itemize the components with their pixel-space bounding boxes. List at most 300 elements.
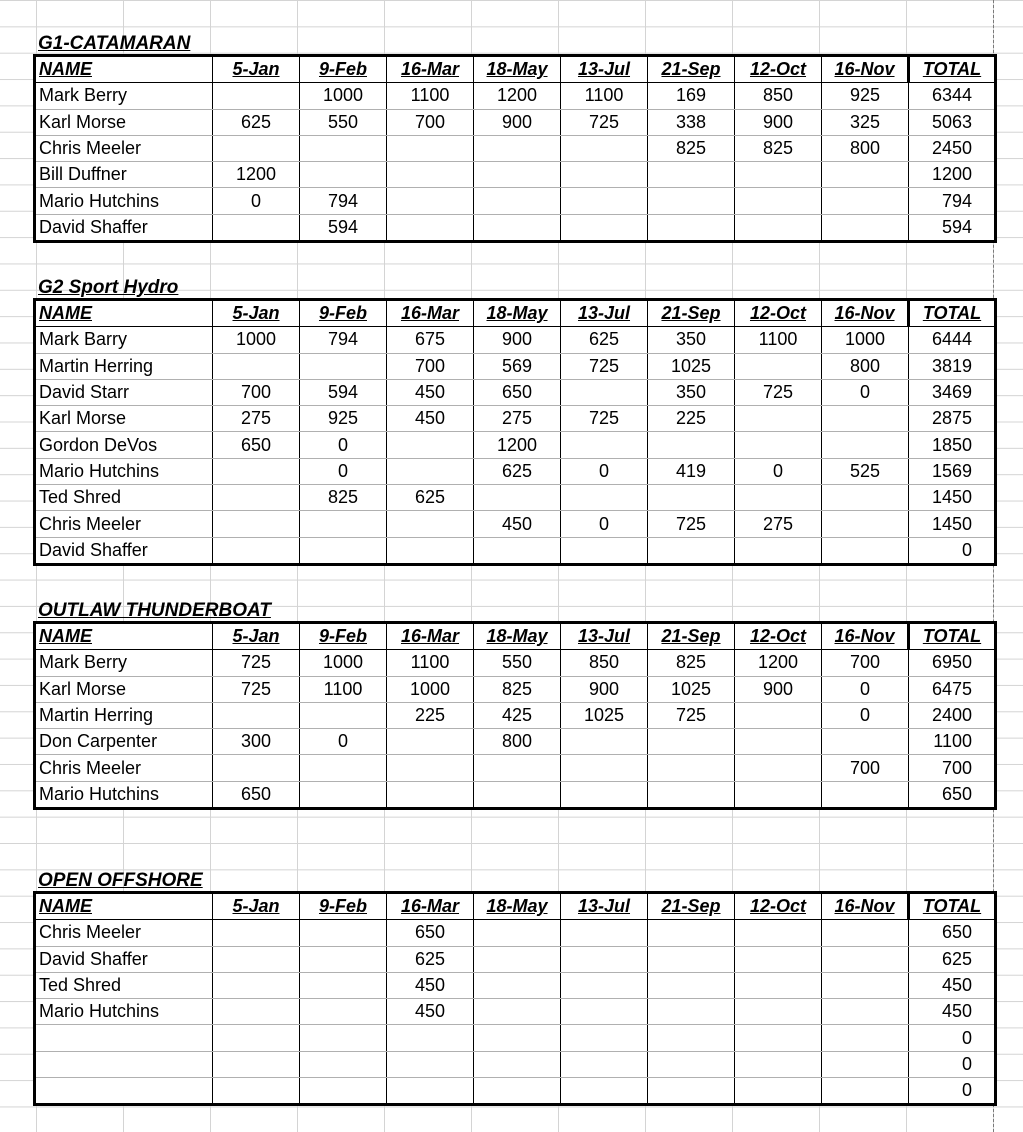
cell-points[interactable]: 450: [387, 972, 474, 998]
cell-points[interactable]: [213, 755, 300, 781]
cell-points[interactable]: [474, 135, 561, 161]
cell-points[interactable]: [213, 702, 300, 728]
cell-points[interactable]: 725: [213, 676, 300, 702]
cell-points[interactable]: [474, 162, 561, 188]
cell-total[interactable]: 1450: [909, 511, 996, 537]
cell-points[interactable]: [648, 755, 735, 781]
cell-points[interactable]: 0: [300, 458, 387, 484]
cell-total[interactable]: 2450: [909, 135, 996, 161]
cell-points[interactable]: 900: [474, 109, 561, 135]
cell-points[interactable]: [474, 972, 561, 998]
cell-name[interactable]: [35, 1078, 213, 1105]
cell-points[interactable]: 1025: [561, 702, 648, 728]
cell-points[interactable]: 850: [561, 650, 648, 676]
cell-points[interactable]: [474, 537, 561, 564]
table-row: [35, 485, 996, 511]
cell-points[interactable]: [387, 162, 474, 188]
table-row: [35, 1025, 996, 1051]
cell-name[interactable]: Ted Shred: [35, 972, 213, 998]
cell-points[interactable]: 1025: [648, 353, 735, 379]
cell-points[interactable]: 450: [387, 379, 474, 405]
cell-points[interactable]: [648, 432, 735, 458]
cell-name[interactable]: Chris Meeler: [35, 755, 213, 781]
cell-points[interactable]: 650: [387, 920, 474, 946]
cell-points[interactable]: [300, 511, 387, 537]
cell-points[interactable]: 800: [822, 135, 909, 161]
cell-points[interactable]: [648, 1051, 735, 1077]
cell-points[interactable]: [822, 537, 909, 564]
cell-points[interactable]: [213, 511, 300, 537]
cell-points[interactable]: 800: [474, 729, 561, 755]
cell-points[interactable]: 0: [822, 379, 909, 405]
cell-points[interactable]: 725: [648, 511, 735, 537]
cell-points[interactable]: 825: [474, 676, 561, 702]
cell-points[interactable]: 225: [387, 702, 474, 728]
cell-points[interactable]: [735, 406, 822, 432]
cell-points[interactable]: [648, 729, 735, 755]
cell-points[interactable]: [822, 729, 909, 755]
cell-name[interactable]: Mark Berry: [35, 83, 213, 109]
cell-name[interactable]: Karl Morse: [35, 676, 213, 702]
cell-points[interactable]: [300, 972, 387, 998]
cell-points[interactable]: 325: [822, 109, 909, 135]
cell-points[interactable]: [213, 999, 300, 1025]
cell-points[interactable]: 1000: [300, 650, 387, 676]
cell-points[interactable]: 794: [300, 327, 387, 353]
cell-points[interactable]: 1000: [213, 327, 300, 353]
cell-points[interactable]: 700: [387, 109, 474, 135]
cell-points[interactable]: 725: [213, 650, 300, 676]
cell-points[interactable]: 0: [822, 702, 909, 728]
cell-total[interactable]: 6344: [909, 83, 996, 109]
cell-points[interactable]: 825: [300, 485, 387, 511]
cell-points[interactable]: 569: [474, 353, 561, 379]
cell-points[interactable]: 650: [213, 432, 300, 458]
cell-points[interactable]: 900: [474, 327, 561, 353]
cell-points[interactable]: [300, 702, 387, 728]
cell-points[interactable]: [474, 755, 561, 781]
column-header-total: TOTAL: [909, 623, 996, 650]
cell-points[interactable]: [648, 781, 735, 808]
cell-points[interactable]: [300, 946, 387, 972]
cell-points[interactable]: 794: [300, 188, 387, 214]
cell-points[interactable]: [648, 188, 735, 214]
cell-points[interactable]: 350: [648, 379, 735, 405]
cell-points[interactable]: [387, 1078, 474, 1105]
table-row: [35, 135, 996, 161]
cell-points[interactable]: 625: [213, 109, 300, 135]
cell-points[interactable]: [735, 537, 822, 564]
cell-total[interactable]: 6475: [909, 676, 996, 702]
cell-points[interactable]: 700: [822, 755, 909, 781]
cell-points[interactable]: [735, 999, 822, 1025]
cell-points[interactable]: 625: [474, 458, 561, 484]
cell-total[interactable]: 1450: [909, 485, 996, 511]
cell-points[interactable]: [735, 1051, 822, 1077]
cell-total[interactable]: 0: [909, 1078, 996, 1105]
cell-points[interactable]: 850: [735, 83, 822, 109]
cell-points[interactable]: [561, 1051, 648, 1077]
cell-points[interactable]: 0: [735, 458, 822, 484]
cell-points[interactable]: [213, 920, 300, 946]
column-header-date: 12-Oct: [735, 623, 822, 650]
cell-points[interactable]: [300, 1051, 387, 1077]
cell-points[interactable]: [648, 162, 735, 188]
cell-points[interactable]: [561, 162, 648, 188]
cell-points[interactable]: 0: [561, 458, 648, 484]
cell-points[interactable]: [300, 537, 387, 564]
cell-points[interactable]: [474, 781, 561, 808]
table-row: [35, 729, 996, 755]
cell-points[interactable]: 650: [474, 379, 561, 405]
cell-points[interactable]: [561, 781, 648, 808]
cell-total[interactable]: 2875: [909, 406, 996, 432]
cell-name[interactable]: David Shaffer: [35, 214, 213, 241]
cell-points[interactable]: 225: [648, 406, 735, 432]
cell-points[interactable]: [474, 1025, 561, 1051]
section-title: OUTLAW THUNDERBOAT: [38, 600, 271, 621]
cell-points[interactable]: 550: [474, 650, 561, 676]
cell-name[interactable]: Chris Meeler: [35, 511, 213, 537]
cell-points[interactable]: [300, 999, 387, 1025]
cell-points[interactable]: [561, 729, 648, 755]
cell-total[interactable]: 1200: [909, 162, 996, 188]
cell-total[interactable]: 700: [909, 755, 996, 781]
cell-points[interactable]: 275: [474, 406, 561, 432]
cell-points[interactable]: 725: [561, 353, 648, 379]
cell-points[interactable]: [213, 353, 300, 379]
cell-points[interactable]: [735, 353, 822, 379]
cell-points[interactable]: 0: [300, 432, 387, 458]
table-row: [35, 781, 996, 808]
cell-points[interactable]: 625: [387, 485, 474, 511]
cell-points[interactable]: 625: [561, 327, 648, 353]
cell-points[interactable]: [300, 1025, 387, 1051]
cell-points[interactable]: [300, 1078, 387, 1105]
cell-points[interactable]: 1100: [300, 676, 387, 702]
cell-name[interactable]: [35, 1051, 213, 1077]
cell-points[interactable]: 925: [300, 406, 387, 432]
cell-total[interactable]: 6444: [909, 327, 996, 353]
table-row: [35, 650, 996, 676]
cell-points[interactable]: [735, 432, 822, 458]
cell-points[interactable]: 338: [648, 109, 735, 135]
cell-points[interactable]: [735, 1025, 822, 1051]
cell-points[interactable]: [474, 485, 561, 511]
cell-points[interactable]: [648, 537, 735, 564]
cell-points[interactable]: [300, 755, 387, 781]
cell-points[interactable]: 800: [822, 353, 909, 379]
cell-points[interactable]: [735, 946, 822, 972]
cell-total[interactable]: 0: [909, 1051, 996, 1077]
cell-total[interactable]: 5063: [909, 109, 996, 135]
cell-points[interactable]: 725: [561, 406, 648, 432]
cell-points[interactable]: 450: [474, 511, 561, 537]
cell-points[interactable]: [822, 920, 909, 946]
cell-points[interactable]: [561, 485, 648, 511]
cell-points[interactable]: 550: [300, 109, 387, 135]
cell-points[interactable]: [735, 702, 822, 728]
column-header-date: 9-Feb: [300, 300, 387, 327]
cell-total[interactable]: 6950: [909, 650, 996, 676]
cell-total[interactable]: 650: [909, 781, 996, 808]
cell-points[interactable]: [648, 214, 735, 241]
cell-points[interactable]: [648, 946, 735, 972]
cell-points[interactable]: 675: [387, 327, 474, 353]
cell-points[interactable]: [387, 458, 474, 484]
cell-points[interactable]: [822, 1051, 909, 1077]
cell-name[interactable]: [35, 1025, 213, 1051]
cell-points[interactable]: [561, 432, 648, 458]
cell-points[interactable]: [822, 999, 909, 1025]
cell-points[interactable]: [561, 999, 648, 1025]
cell-points[interactable]: [735, 162, 822, 188]
cell-points[interactable]: 700: [822, 650, 909, 676]
cell-points[interactable]: 625: [387, 946, 474, 972]
cell-points[interactable]: [648, 485, 735, 511]
column-header-date: 16-Mar: [387, 56, 474, 83]
cell-points[interactable]: 900: [735, 676, 822, 702]
cell-points[interactable]: 169: [648, 83, 735, 109]
cell-points[interactable]: [213, 972, 300, 998]
cell-total[interactable]: 450: [909, 972, 996, 998]
cell-points[interactable]: [387, 1051, 474, 1077]
cell-points[interactable]: [300, 781, 387, 808]
cell-points[interactable]: [213, 1025, 300, 1051]
cell-points[interactable]: [561, 946, 648, 972]
cell-points[interactable]: [387, 1025, 474, 1051]
cell-points[interactable]: [822, 485, 909, 511]
cell-points[interactable]: [561, 379, 648, 405]
cell-points[interactable]: [474, 1051, 561, 1077]
cell-name[interactable]: Mario Hutchins: [35, 188, 213, 214]
cell-name[interactable]: Chris Meeler: [35, 135, 213, 161]
cell-points[interactable]: 650: [213, 781, 300, 808]
cell-points[interactable]: [648, 999, 735, 1025]
cell-points[interactable]: 350: [648, 327, 735, 353]
table-row: [35, 755, 996, 781]
cell-points[interactable]: [387, 135, 474, 161]
cell-points[interactable]: [213, 1051, 300, 1077]
cell-points[interactable]: 1100: [561, 83, 648, 109]
cell-total[interactable]: 650: [909, 920, 996, 946]
cell-points[interactable]: [213, 458, 300, 484]
cell-name[interactable]: Chris Meeler: [35, 920, 213, 946]
cell-points[interactable]: [735, 920, 822, 946]
cell-points[interactable]: [474, 188, 561, 214]
cell-points[interactable]: [474, 920, 561, 946]
cell-points[interactable]: [735, 729, 822, 755]
cell-name[interactable]: Mark Barry: [35, 327, 213, 353]
column-header-date: 9-Feb: [300, 893, 387, 920]
cell-points[interactable]: 1100: [387, 83, 474, 109]
cell-points[interactable]: [735, 188, 822, 214]
table-row: [35, 1051, 996, 1077]
cell-points[interactable]: 525: [822, 458, 909, 484]
cell-name[interactable]: David Shaffer: [35, 946, 213, 972]
cell-points[interactable]: 1000: [300, 83, 387, 109]
cell-points[interactable]: [648, 972, 735, 998]
cell-name[interactable]: Karl Morse: [35, 406, 213, 432]
cell-total[interactable]: 1100: [909, 729, 996, 755]
cell-total[interactable]: 3469: [909, 379, 996, 405]
cell-points[interactable]: 725: [735, 379, 822, 405]
cell-points[interactable]: 1025: [648, 676, 735, 702]
cell-points[interactable]: [735, 214, 822, 241]
cell-points[interactable]: 275: [735, 511, 822, 537]
cell-points[interactable]: 900: [735, 109, 822, 135]
cell-points[interactable]: 0: [300, 729, 387, 755]
cell-points[interactable]: [213, 1078, 300, 1105]
cell-points[interactable]: [300, 135, 387, 161]
cell-points[interactable]: [213, 83, 300, 109]
table-row: [35, 676, 996, 702]
cell-points[interactable]: [561, 1025, 648, 1051]
column-header-date: 9-Feb: [300, 623, 387, 650]
cell-total[interactable]: 1569: [909, 458, 996, 484]
cell-points[interactable]: [474, 214, 561, 241]
cell-points[interactable]: [213, 537, 300, 564]
cell-points[interactable]: [561, 188, 648, 214]
cell-points[interactable]: 1200: [213, 162, 300, 188]
column-header-date: 12-Oct: [735, 893, 822, 920]
cell-points[interactable]: [648, 1025, 735, 1051]
cell-points[interactable]: 725: [561, 109, 648, 135]
cell-points[interactable]: [387, 729, 474, 755]
cell-points[interactable]: [822, 188, 909, 214]
cell-name[interactable]: Don Carpenter: [35, 729, 213, 755]
cell-points[interactable]: [474, 999, 561, 1025]
cell-points[interactable]: 825: [648, 135, 735, 161]
cell-points[interactable]: [735, 755, 822, 781]
cell-points[interactable]: [387, 432, 474, 458]
cell-points[interactable]: [648, 1078, 735, 1105]
cell-total[interactable]: 594: [909, 214, 996, 241]
cell-points[interactable]: [300, 920, 387, 946]
cell-points[interactable]: 1000: [387, 676, 474, 702]
cell-points[interactable]: 1200: [474, 432, 561, 458]
cell-points[interactable]: [387, 188, 474, 214]
cell-points[interactable]: [735, 1078, 822, 1105]
cell-points[interactable]: [822, 406, 909, 432]
cell-points[interactable]: [561, 537, 648, 564]
cell-points[interactable]: [561, 214, 648, 241]
cell-name[interactable]: Gordon DeVos: [35, 432, 213, 458]
cell-points[interactable]: [561, 920, 648, 946]
cell-points[interactable]: [300, 353, 387, 379]
cell-points[interactable]: [561, 755, 648, 781]
cell-total[interactable]: 794: [909, 188, 996, 214]
cell-total[interactable]: 3819: [909, 353, 996, 379]
cell-total[interactable]: 2400: [909, 702, 996, 728]
cell-points[interactable]: [822, 511, 909, 537]
cell-points[interactable]: 1200: [735, 650, 822, 676]
cell-points[interactable]: 300: [213, 729, 300, 755]
cell-total[interactable]: 1850: [909, 432, 996, 458]
cell-points[interactable]: [822, 162, 909, 188]
cell-total[interactable]: 0: [909, 537, 996, 564]
cell-total[interactable]: 0: [909, 1025, 996, 1051]
cell-points[interactable]: [387, 781, 474, 808]
cell-points[interactable]: 450: [387, 999, 474, 1025]
cell-points[interactable]: 425: [474, 702, 561, 728]
cell-points[interactable]: 1200: [474, 83, 561, 109]
cell-points[interactable]: 1000: [822, 327, 909, 353]
cell-points[interactable]: [387, 755, 474, 781]
cell-points[interactable]: 450: [387, 406, 474, 432]
cell-points[interactable]: [561, 135, 648, 161]
cell-points[interactable]: [735, 781, 822, 808]
cell-points[interactable]: 925: [822, 83, 909, 109]
cell-points[interactable]: [474, 946, 561, 972]
cell-name[interactable]: Martin Herring: [35, 702, 213, 728]
cell-points[interactable]: [213, 214, 300, 241]
cell-points[interactable]: [648, 920, 735, 946]
cell-points[interactable]: 900: [561, 676, 648, 702]
cell-points[interactable]: 594: [300, 214, 387, 241]
cell-points[interactable]: [213, 485, 300, 511]
cell-points[interactable]: 700: [387, 353, 474, 379]
cell-points[interactable]: [822, 214, 909, 241]
cell-name[interactable]: David Starr: [35, 379, 213, 405]
cell-points[interactable]: 1100: [735, 327, 822, 353]
cell-points[interactable]: [822, 946, 909, 972]
cell-points[interactable]: [387, 537, 474, 564]
cell-points[interactable]: 0: [561, 511, 648, 537]
cell-points[interactable]: 725: [648, 702, 735, 728]
table-row: [35, 999, 996, 1025]
cell-name[interactable]: Mark Berry: [35, 650, 213, 676]
cell-points[interactable]: [822, 781, 909, 808]
cell-points[interactable]: [387, 511, 474, 537]
table-row: [35, 537, 996, 564]
cell-points[interactable]: [561, 972, 648, 998]
cell-points[interactable]: [822, 1078, 909, 1105]
cell-points[interactable]: [735, 485, 822, 511]
cell-points[interactable]: 825: [648, 650, 735, 676]
cell-points[interactable]: [822, 432, 909, 458]
cell-name[interactable]: Martin Herring: [35, 353, 213, 379]
cell-name[interactable]: Ted Shred: [35, 485, 213, 511]
cell-points[interactable]: [213, 135, 300, 161]
cell-points[interactable]: [474, 1078, 561, 1105]
cell-points[interactable]: [300, 162, 387, 188]
column-header-date: 16-Nov: [822, 623, 909, 650]
cell-name[interactable]: Mario Hutchins: [35, 458, 213, 484]
cell-name[interactable]: Karl Morse: [35, 109, 213, 135]
cell-points[interactable]: [822, 972, 909, 998]
cell-points[interactable]: 700: [213, 379, 300, 405]
cell-name[interactable]: Bill Duffner: [35, 162, 213, 188]
cell-points[interactable]: [387, 214, 474, 241]
cell-points[interactable]: 275: [213, 406, 300, 432]
cell-name[interactable]: David Shaffer: [35, 537, 213, 564]
cell-points[interactable]: 594: [300, 379, 387, 405]
cell-points[interactable]: 1100: [387, 650, 474, 676]
cell-total[interactable]: 450: [909, 999, 996, 1025]
cell-points[interactable]: 0: [822, 676, 909, 702]
cell-points[interactable]: [735, 972, 822, 998]
cell-total[interactable]: 625: [909, 946, 996, 972]
cell-name[interactable]: Mario Hutchins: [35, 781, 213, 808]
cell-points[interactable]: 825: [735, 135, 822, 161]
cell-points[interactable]: 419: [648, 458, 735, 484]
cell-points[interactable]: [213, 946, 300, 972]
cell-points[interactable]: [561, 1078, 648, 1105]
cell-name[interactable]: Mario Hutchins: [35, 999, 213, 1025]
cell-points[interactable]: 0: [213, 188, 300, 214]
cell-points[interactable]: [822, 1025, 909, 1051]
